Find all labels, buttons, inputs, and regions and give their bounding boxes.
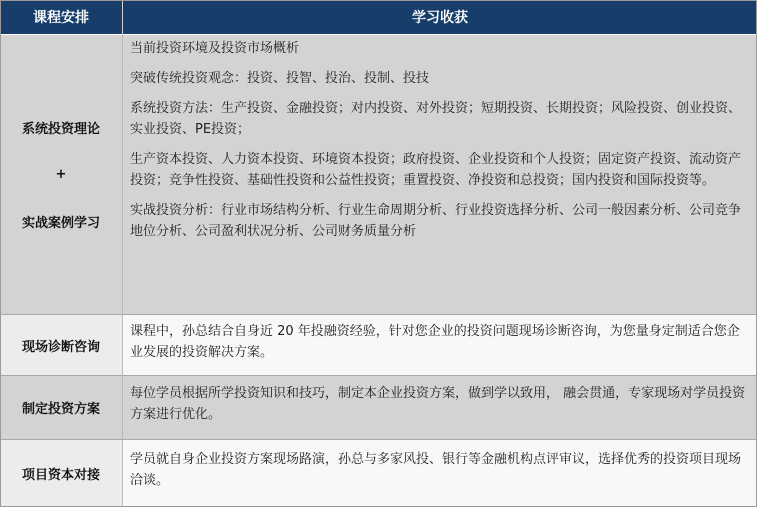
label-line-1: 系统投资理论 [21,122,100,137]
table-row-investment-theory [0,35,757,314]
table-row-onsite-consulting [0,315,757,375]
row-label-investment-plan: 制定投资方案 [0,376,122,439]
paragraph-capital-investment: 生产资本投资、人力资本投资、环境资本投资；政府投资、企业投资和个人投资；固定资产投资、流动资产投资；竞争性投资、基础性投资和公益性投资；重置投资、净投资和总投资；国内投资和国际投资等。 [130,152,742,188]
row-content-onsite-consulting: 课程中，孙总结合自身近 20 年投融资经验，针对您企业的投资问题现场诊断咨询，为您量身定制适合您企业发展的投资解决方案。 [123,315,757,375]
row-content-investment-theory [123,35,757,314]
paragraph-practical-analysis: 实战投资分析：行业市场结构分析、行业生命周期分析、行业投资选择分析、公司一般因素分析、公司竞争地位分析、公司盈利状况分析、公司财务质量分析 [130,203,742,239]
label-plus: + [55,167,67,182]
paragraph-investment-concepts: 突破传统投资观念：投资、投智、投治、投制、投技 [130,71,430,86]
label-line-3: 实战案例学习 [21,216,100,231]
table-row-capital-matching [0,440,757,507]
row-label-onsite-consulting: 现场诊断咨询 [0,315,122,375]
paragraph-investment-methods: 系统投资方法：生产投资、金融投资；对内投资、对外投资；短期投资、长期投资；风险投资、创业投资、实业投资、PE投资； [130,101,742,137]
row-content-investment-plan: 每位学员根据所学投资知识和技巧，制定本企业投资方案，做到学以致用， 融会贯通，专家现场对学员投资方案进行优化。 [123,376,757,439]
paragraph-market-overview: 当前投资环境及投资市场概析 [130,41,300,56]
column-divider [122,34,123,507]
row-label-investment-theory [0,35,122,314]
row-content-capital-matching: 学员就自身企业投资方案现场路演，孙总与多家风投、银行等金融机构点评审议，选择优秀的投资项目现场洽谈。 [123,440,757,507]
header-course-arrangement: 课程安排 [0,0,122,34]
table-row-investment-plan [0,376,757,439]
row-label-capital-matching: 项目资本对接 [0,440,122,507]
header-learning-outcomes: 学习收获 [123,0,757,34]
